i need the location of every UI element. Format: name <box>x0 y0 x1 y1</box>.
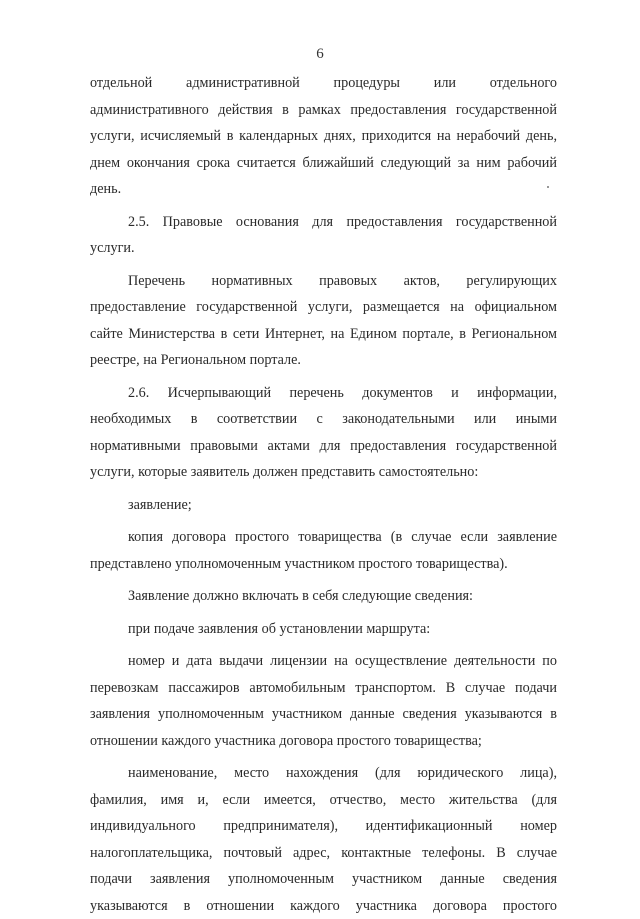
text-line: копия договора простого товарищества (в случае если заявление <box>90 524 557 551</box>
text-line: заявления уполномоченным участником данные сведения указываются в <box>90 701 557 728</box>
text-line: сайте Министерства в сети Интернет, на Едином портале, в Региональном <box>90 321 557 348</box>
text-line: административного действия в рамках предоставления государственной <box>90 97 557 124</box>
paragraph <box>90 648 557 754</box>
text-line: необходимых в соответствии с законодательными или иными <box>90 406 557 433</box>
text-line: услуги, исчисляемый в календарных днях, приходится на нерабочий день, <box>90 123 557 150</box>
paragraph <box>90 70 557 203</box>
text-line: налогоплательщика, почтовый адрес, контактные телефоны. В случае <box>90 840 557 867</box>
text-line: фамилия, имя и, если имеется, отчество, место жительства (для <box>90 787 557 814</box>
paragraph <box>90 524 557 577</box>
text-line: указываются в отношении каждого участника договора простого <box>90 893 557 919</box>
text-line: нормативными правовыми актами для предоставления государственной <box>90 433 557 460</box>
text-line: днем окончания срока считается ближайший следующий за ним рабочий <box>90 150 557 177</box>
text-line: перевозкам пассажиров автомобильным транспортом. В случае подачи <box>90 675 557 702</box>
paragraph <box>90 380 557 486</box>
text-line: отношении каждого участника договора простого товарищества; <box>90 728 557 755</box>
text-line: Заявление должно включать в себя следующие сведения: <box>90 583 557 610</box>
paragraph <box>90 492 557 519</box>
text-line: номер и дата выдачи лицензии на осуществление деятельности по <box>90 648 557 675</box>
text-line: отдельной административной процедуры или отдельного <box>90 70 557 97</box>
text-line: день. <box>90 176 557 203</box>
paragraph <box>90 268 557 374</box>
text-line: услуги. <box>90 235 557 262</box>
text-line: услуги, которые заявитель должен представить самостоятельно: <box>90 459 557 486</box>
text-line: 2.5. Правовые основания для предоставления государственной <box>90 209 557 236</box>
text-line: предоставление государственной услуги, размещается на официальном <box>90 294 557 321</box>
text-line: представлено уполномоченным участником простого товарищества). <box>90 551 557 578</box>
text-line: заявление; <box>90 492 557 519</box>
paragraph <box>90 583 557 610</box>
paragraph <box>90 209 557 262</box>
paragraph <box>90 616 557 643</box>
text-line: подачи заявления уполномоченным участником данные сведения <box>90 866 557 893</box>
page-number: 6 <box>0 46 640 63</box>
text-line: при подаче заявления об установлении маршрута: <box>90 616 557 643</box>
document-body <box>90 70 557 919</box>
text-line: индивидуального предпринимателя), идентификационный номер <box>90 813 557 840</box>
text-line: Перечень нормативных правовых актов, регулирующих <box>90 268 557 295</box>
paragraph <box>90 760 557 919</box>
text-line: наименование, место нахождения (для юридического лица), <box>90 760 557 787</box>
text-line: реестре, на Региональном портале. <box>90 347 557 374</box>
text-line: 2.6. Исчерпывающий перечень документов и информации, <box>90 380 557 407</box>
